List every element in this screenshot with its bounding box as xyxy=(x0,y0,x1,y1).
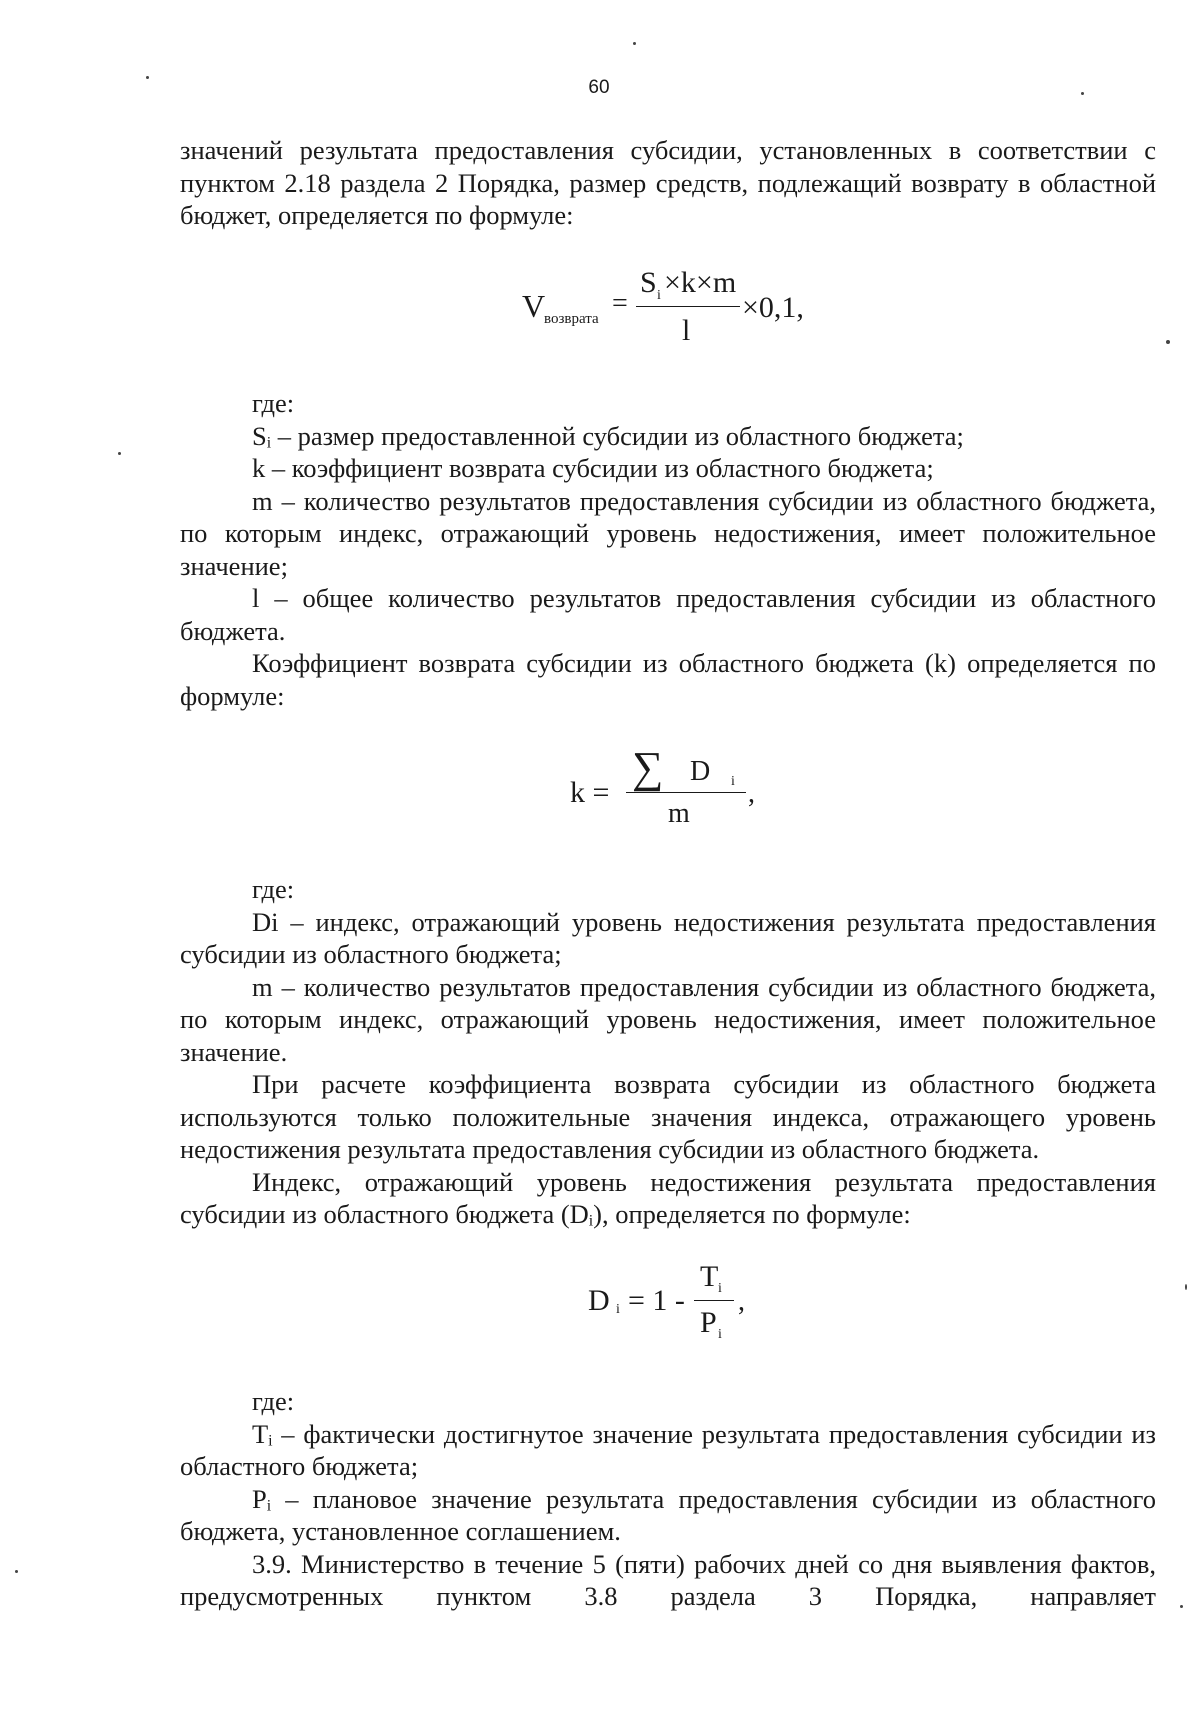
def-pi: Pᵢ – плановое значение результата предоставления субсидии из областного бюджета, установленное соглашением. xyxy=(180,1483,1156,1546)
formula3-num-sub: i xyxy=(718,1281,722,1296)
paragraph-positive: При расчете коэффициента возврата субсидии из областного бюджета используются только положительные значения индекса, отражающего уровень недостижения результата предоставления субсидии из областного бюджета. xyxy=(180,1069,1156,1164)
def-m: m – количество результатов предоставления субсидии из областного бюджета, по которым индекс, отражающий уровень недостижения, имеет положительное значение; xyxy=(180,485,1156,581)
formula1-tail: ×0,1, xyxy=(742,291,804,324)
scan-speck xyxy=(1166,340,1170,344)
def-k: k – коэффициент возврата субсидии из областного бюджета; xyxy=(252,453,934,483)
page-number: 60 xyxy=(588,77,610,98)
where-label-2: где: xyxy=(252,874,295,904)
scan-speck xyxy=(118,452,121,455)
scan-speck xyxy=(15,1570,18,1573)
where-block-1 xyxy=(180,387,1156,712)
formula2-fraction-bar xyxy=(626,792,746,793)
formula2-lhs: k = xyxy=(570,776,610,809)
formula1-lhs-sub: возврата xyxy=(544,311,599,327)
formula3-den-sub: i xyxy=(718,1327,722,1342)
formula2-tail: , xyxy=(748,778,755,809)
where-label-1: где: xyxy=(252,388,295,418)
paragraph-3-9: 3.9. Министерство в течение 5 (пяти) рабочих дней со дня выявления фактов, предусмотренных пунктом 3.8 раздела 3 Порядка, направляет xyxy=(180,1548,1156,1611)
formula3-lhs-sub: i xyxy=(616,1302,620,1317)
formula3-den: P xyxy=(700,1306,717,1339)
formula1-lhs: V xyxy=(522,288,546,324)
formula2-sigma: ∑ xyxy=(632,743,664,792)
scan-speck xyxy=(1180,1605,1183,1608)
scan-speck xyxy=(633,42,636,45)
paragraph-k-intro: Коэффициент возврата субсидии из областного бюджета (k) определяется по формуле: xyxy=(180,648,1156,711)
def-di: Di – индекс, отражающий уровень недостижения результата предоставления субсидии из областного бюджета; xyxy=(180,906,1156,969)
where-block-3 xyxy=(180,1385,1156,1613)
formula1-eq: = xyxy=(612,288,628,319)
def-si: Sᵢ – размер предоставленной субсидии из областного бюджета; xyxy=(252,420,964,451)
formula3-lhs: D xyxy=(588,1284,610,1317)
formula3-fraction-bar xyxy=(694,1300,734,1301)
formula3-tail: , xyxy=(738,1286,745,1317)
scan-speck xyxy=(146,76,149,79)
paragraph-intro: значений результата предоставления субсидии, установленных в соответствии с пунктом 2.18 раздела 2 Порядка, размер средств, подлежащий возврату в областной бюджет, определяется по формуле: xyxy=(180,135,1156,230)
def-ti: Tᵢ – фактически достигнутое значение результата предоставления субсидии из областного бюджета; xyxy=(180,1418,1156,1481)
formula3-num: T xyxy=(700,1260,719,1293)
formula1-num-s: S xyxy=(640,266,657,299)
where-label-3: где: xyxy=(252,1386,295,1416)
paragraph-index-intro: Индекс, отражающий уровень недостижения результата предоставления субсидии из областного бюджета (Dᵢ), определяется по формуле: xyxy=(180,1166,1156,1229)
where-block-2 xyxy=(180,873,1156,1231)
scan-speck xyxy=(1185,1284,1187,1290)
def-m2: m – количество результатов предоставления субсидии из областного бюджета, по которым индекс, отражающий уровень недостижения, имеет положительное значение. xyxy=(180,971,1156,1067)
formula1-num-s-sub: i xyxy=(657,288,661,303)
formula1-den: l xyxy=(682,314,691,347)
formula2-num-d-sub: i xyxy=(731,774,735,789)
formula3-eq-rest: = 1 - xyxy=(628,1284,685,1317)
formula2-den: m xyxy=(668,798,690,829)
formula1-num-rest: ×k×m xyxy=(664,266,737,299)
def-l: l – общее количество результатов предоставления субсидии из областного бюджета. xyxy=(180,583,1156,646)
formula1-fraction-bar xyxy=(636,306,740,307)
formula2-num-d: D xyxy=(690,756,711,787)
scan-speck xyxy=(1081,92,1084,95)
